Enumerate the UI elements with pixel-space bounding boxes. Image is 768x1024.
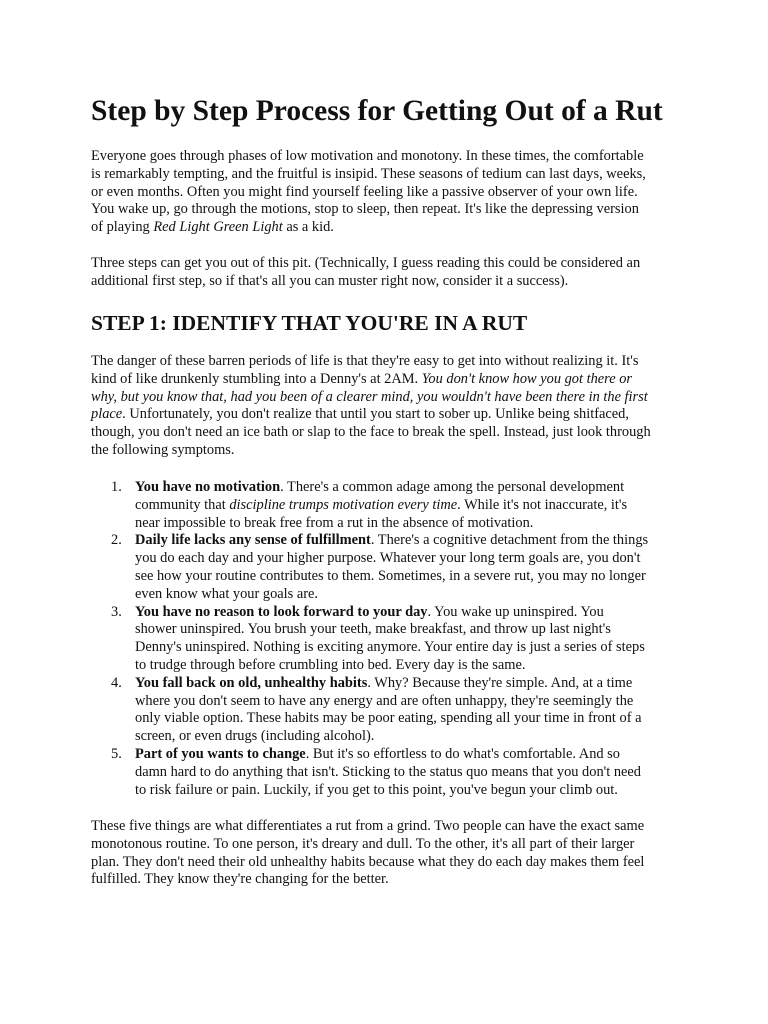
italic-run: why, but you know that, had you been of a clearer mind, you wouldn't have been there in the first: [91, 388, 648, 405]
steps-intro-paragraph: [91, 255, 691, 291]
text-line: or even months. Often you might find yourself feeling like a passive observer of your own life.: [91, 183, 638, 200]
text-run: of playing: [91, 219, 154, 236]
text-run: kind of like drunkenly stumbling into a Denny's at 2AM.: [91, 370, 422, 387]
step1-heading: STEP 1: IDENTIFY THAT YOU'RE IN A RUT: [91, 311, 528, 335]
text-line: screen, or even drugs (including alcohol).: [135, 728, 375, 745]
text-line: additional first step, so if that's all you can muster right now, consider it a success).: [91, 272, 569, 289]
text-line: monotonous routine. To one person, it's dreary and dull. To the other, it's all part of their larger: [91, 835, 635, 852]
text-line: Everyone goes through phases of low motivation and monotony. In these times, the comfortable: [91, 148, 644, 164]
text-line: [91, 389, 691, 407]
text-line: to trudge through before crumbling into bed. Every day is the same.: [135, 656, 526, 673]
text-run: . Why? Because they're simple. And, at a time: [367, 674, 633, 691]
text-line: damn hard to do anything that isn't. Sticking to the status quo means that you don't need: [135, 763, 641, 780]
symptom-title: You have no motivation: [135, 479, 281, 495]
text-line: You wake up, go through the motions, stop to sleep, then repeat. It's like the depressing version: [91, 201, 639, 218]
list-item: [91, 532, 691, 603]
italic-run: discipline trumps motivation every time: [229, 496, 458, 513]
text-line: [135, 532, 691, 550]
text-run: . While it's not inaccurate, it's: [457, 496, 628, 513]
text-line: where you don't seem to have any energy and are often unhappy, they're seemingly the: [135, 692, 634, 709]
text-line: The danger of these barren periods of life is that they're easy to get into without realizing it. It's: [91, 353, 639, 369]
list-item: [91, 604, 691, 675]
text-line: see how your routine contributes to them. Sometimes, in a severe rut, you may no longer: [135, 567, 646, 584]
page-title: Step by Step Process for Getting Out of a Rut: [91, 95, 663, 127]
game-name-italic: Red Light Green Light: [153, 219, 283, 236]
text-run: as a kid.: [282, 219, 334, 236]
text-line: Three steps can get you out of this pit. (Technically, I guess reading this could be considered an: [91, 255, 641, 271]
list-item: [91, 479, 691, 532]
symptom-title: You have no reason to look forward to your day: [135, 603, 428, 620]
symptoms-list: [91, 479, 691, 799]
text-line: though, you don't need an ice bath or slap to the face to break the spell. Instead, just look through: [91, 424, 651, 441]
text-line: fulfilled. They know they're changing for the better.: [91, 871, 389, 888]
text-run: . You wake up uninspired. You: [427, 603, 604, 620]
closing-paragraph: [91, 818, 691, 889]
list-item: [91, 746, 691, 799]
text-line: [91, 406, 691, 424]
text-line: [91, 371, 691, 389]
text-line: [135, 746, 691, 764]
symptom-title: Daily life lacks any sense of fulfillment: [135, 532, 371, 549]
list-number: 2.: [111, 532, 122, 549]
text-line: near impossible to break free from a rut in the absence of motivation.: [135, 514, 534, 531]
text-line: shower uninspired. You brush your teeth, make breakfast, and throw up last night's: [135, 621, 611, 638]
symptom-title: You fall back on old, unhealthy habits: [135, 674, 368, 691]
italic-run: place: [91, 406, 123, 423]
text-line: Denny's uninspired. Nothing is exciting anymore. Your entire day is just a series of steps: [135, 639, 645, 656]
text-run: . There's a cognitive detachment from the things: [370, 532, 649, 549]
text-run: community that: [135, 496, 230, 513]
intro-paragraph: [91, 148, 691, 237]
text-line: plan. They don't need their old unhealthy habits because what they do each day makes them feel: [91, 853, 645, 870]
text-line: to risk failure or pain. Luckily, if you get to this point, you've begun your climb out.: [135, 781, 618, 798]
text-line: [135, 479, 691, 497]
text-line: [91, 219, 691, 237]
text-line: the following symptoms.: [91, 441, 235, 458]
text-line: only viable option. These habits may be poor eating, spending all your time in front of a: [135, 710, 642, 727]
text-run: . But it's so effortless to do what's comfortable. And so: [305, 745, 620, 762]
list-number: 5.: [111, 745, 122, 762]
text-line: [135, 497, 691, 515]
italic-run: You don't know how you got there or: [421, 370, 633, 387]
list-number: 3.: [111, 603, 122, 620]
text-line: you do each day and your higher purpose. Whatever your long term goals are, you don't: [135, 550, 641, 567]
text-line: is remarkably tempting, and the fruitful is insipid. These seasons of tedium can last days, weeks,: [91, 165, 646, 182]
list-number: 1.: [111, 479, 122, 495]
text-run: . There's a common adage among the personal development: [280, 479, 625, 495]
list-number: 4.: [111, 674, 122, 691]
text-line: even know what your goals are.: [135, 585, 319, 602]
text-line: [135, 675, 691, 693]
danger-paragraph: [91, 353, 691, 460]
text-run: . Unfortunately, you don't realize that until you start to sober up. Unlike being shitfaced,: [122, 406, 629, 423]
symptom-title: Part of you wants to change: [135, 745, 306, 762]
text-line: These five things are what differentiates a rut from a grind. Two people can have the exact same: [91, 818, 645, 834]
text-line: [135, 604, 691, 622]
list-item: [91, 675, 691, 746]
